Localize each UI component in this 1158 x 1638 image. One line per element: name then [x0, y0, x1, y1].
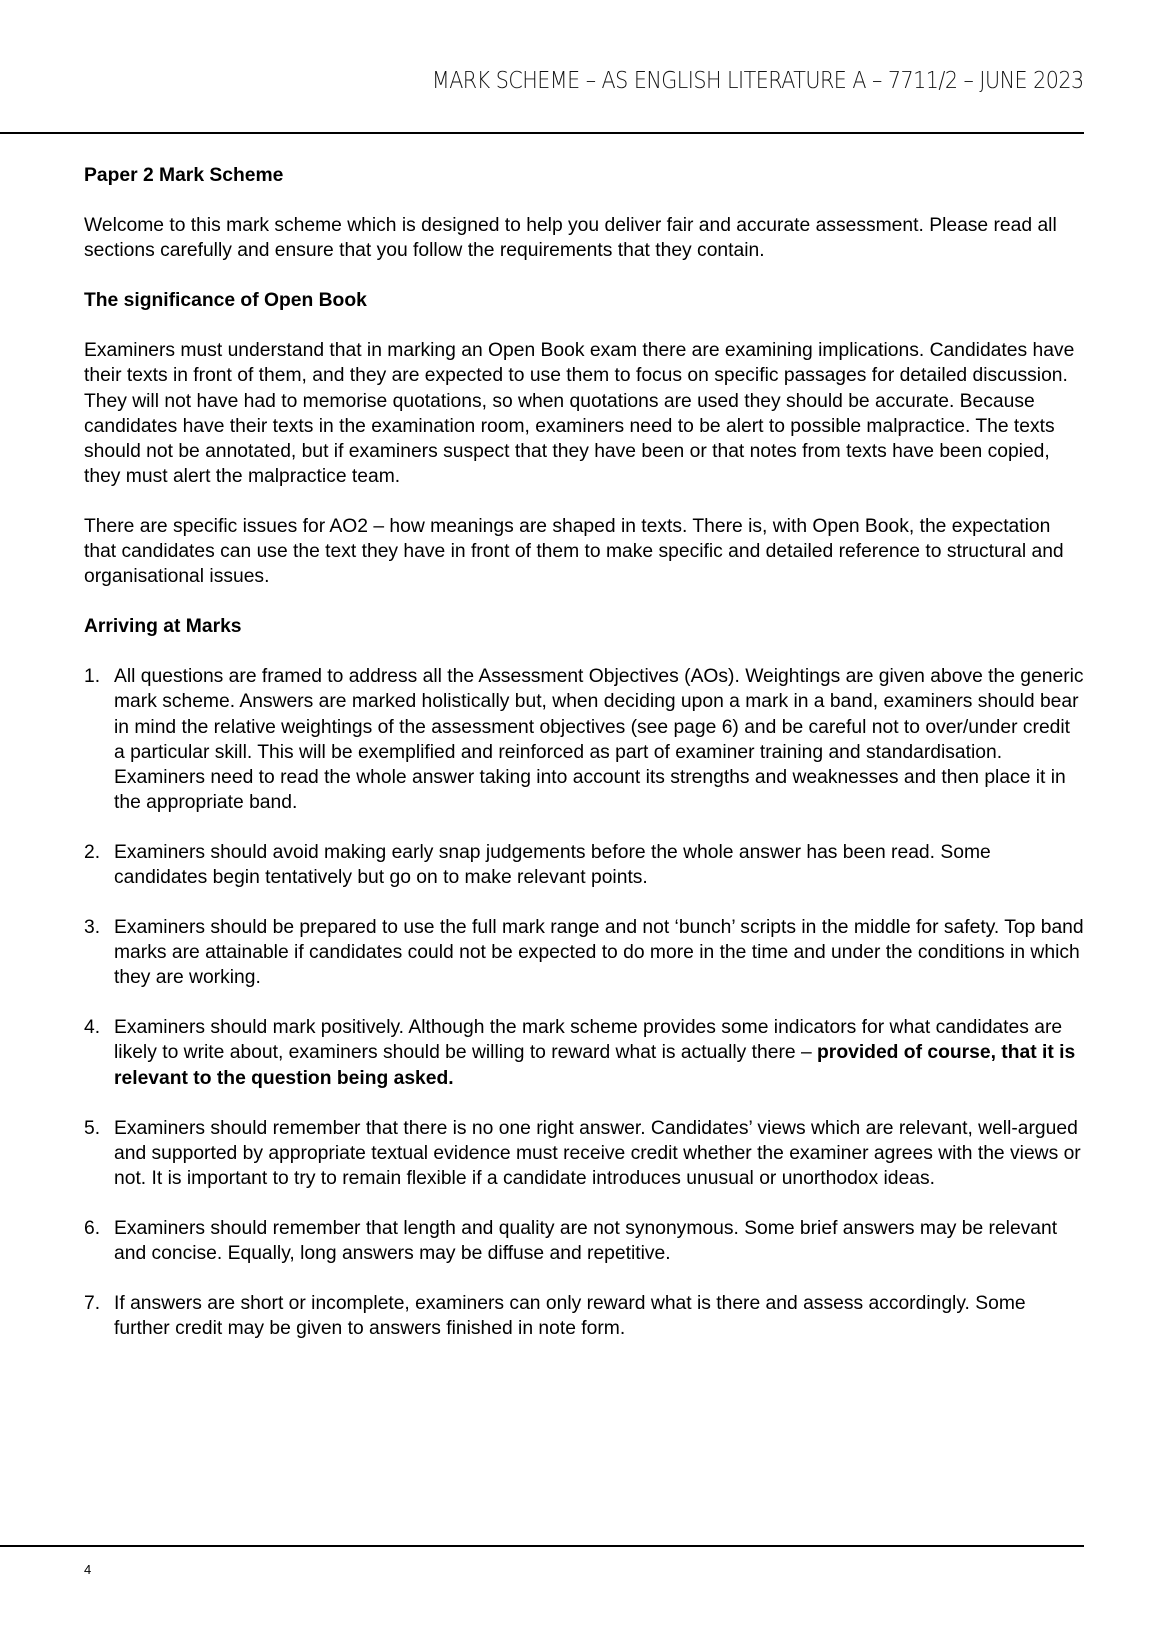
list-item	[84, 1015, 1084, 1090]
open-book-heading: The significance of Open Book	[84, 290, 367, 312]
list-number: 1.	[84, 666, 101, 688]
list-text: Examiners should remember that length and quality are not synonymous. Some brief answers may be relevant and concise. Equally, long answers may be diffuse and repetitive.	[114, 1217, 1058, 1264]
page-number: 4	[84, 1562, 92, 1577]
footer-divider	[0, 1545, 1084, 1547]
header-divider	[0, 132, 1084, 134]
list-text: Examiners should mark positively. Although the mark scheme provides some indicators for what candidates are likely to write about, examiners should be willing to reward what is actually there –	[114, 1017, 1063, 1064]
list-text: Examiners should be prepared to use the full mark range and not ‘bunch’ scripts in the middle for safety. Top band marks are attainable if candidates could not be expected to do more in the time and under the conditions in which they are working.	[114, 917, 1084, 989]
list-number: 3.	[84, 917, 101, 939]
list-item	[84, 1116, 1084, 1191]
list-number: 5.	[84, 1117, 101, 1139]
list-item	[84, 1216, 1084, 1266]
running-header: MARK SCHEME – AS ENGLISH LITERATURE A – 7711/2 – JUNE 2023	[432, 66, 1084, 94]
list-item	[84, 1291, 1084, 1341]
list-text: If answers are short or incomplete, examiners can only reward what is there and assess accordingly. Some further credit may be given to answers finished in note form.	[114, 1293, 1026, 1340]
list-item	[84, 915, 1084, 990]
list-text-emphasis: provided of course, that it is relevant to the question being asked.	[114, 1042, 1076, 1089]
marking-guidelines-list	[84, 664, 1084, 1341]
arriving-at-marks-heading: Arriving at Marks	[84, 616, 242, 638]
list-item	[84, 840, 1084, 890]
list-text: All questions are framed to address all the Assessment Objectives (AOs). Weightings are given above the generic mark scheme. Answers are marked holistically but, when deciding upon a mark in a band, examiners should bear in mind the relative weightings of the assessment objectives (see page 6) and be careful not to over/under credit a particular skill. This will be exemplified and reinforced as part of examiner training and standardisation. Examiners need to read the whole answer taking into account its strengths and weaknesses and then place it in the appropriate band.	[114, 666, 1084, 813]
list-number: 2.	[84, 841, 101, 863]
list-text: Examiners should remember that there is no one right answer. Candidates’ views which are relevant, well-argued and supported by appropriate textual evidence must receive credit whether the examiner agrees with the views or not. It is important to try to remain flexible if a candidate introduces unusual or unorthodox ideas.	[114, 1117, 1081, 1189]
list-number: 6.	[84, 1217, 101, 1239]
list-number: 4.	[84, 1017, 101, 1039]
page-content	[84, 163, 1084, 1366]
list-number: 7.	[84, 1293, 101, 1315]
paper-title: Paper 2 Mark Scheme	[84, 165, 284, 186]
open-book-paragraph-1: Examiners must understand that in marking an Open Book exam there are examining implications. Candidates have their texts in front of them, and they are expected to use them to focus on specific passages for detailed discussion. They will not have had to memorise quotations, so when quotations are used they should be accurate. Because candidates have their texts in the examination room, examiners need to be alert to possible malpractice. The texts should not be annotated, but if examiners suspect that they have been or that notes from texts have been copied, they must alert the malpractice team.	[84, 340, 1075, 487]
intro-paragraph: Welcome to this mark scheme which is designed to help you deliver fair and accurate assessment. Please read all sections carefully and ensure that you follow the requirements that they contain.	[84, 215, 1057, 262]
open-book-paragraph-2: There are specific issues for AO2 – how meanings are shaped in texts. There is, with Open Book, the expectation that candidates can use the text they have in front of them to make specific and detailed reference to structural and organisational issues.	[84, 515, 1064, 588]
list-item	[84, 664, 1084, 815]
list-text: Examiners should avoid making early snap judgements before the whole answer has been read. Some candidates begin tentatively but go on to make relevant points.	[114, 841, 991, 888]
